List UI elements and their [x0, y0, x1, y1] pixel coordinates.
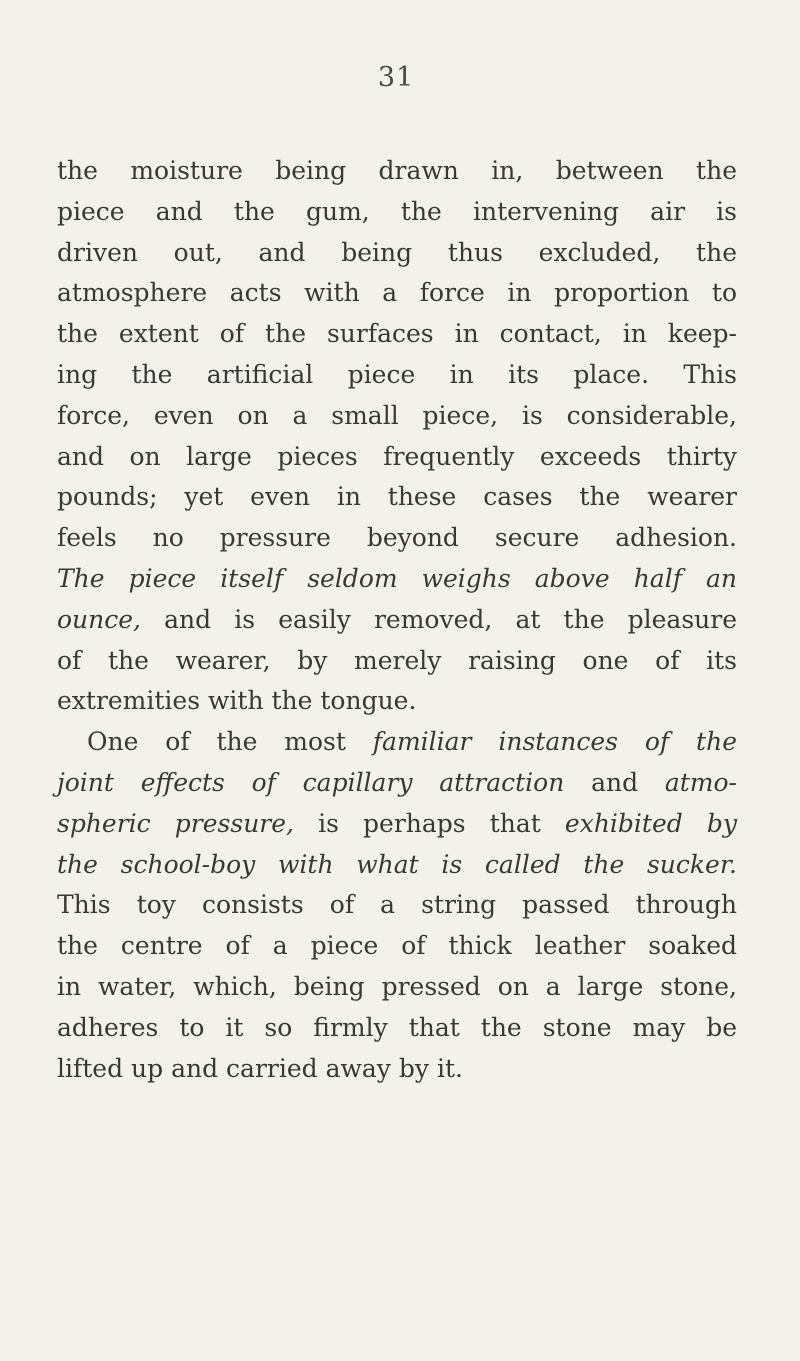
text-segment: ing the artificial piece in its place. This	[57, 359, 737, 389]
text-segment: and	[564, 767, 665, 797]
text-line	[57, 926, 737, 967]
text-segment: piece and the gum, the intervening air is	[57, 196, 737, 226]
text-segment: One of the most	[87, 727, 373, 757]
text-segment: and on large pieces frequently exceeds thirty	[57, 441, 737, 471]
text-line	[57, 559, 737, 600]
text-line	[57, 273, 737, 314]
text-segment: of the wearer, by merely raising one of its	[57, 645, 737, 675]
text-line	[57, 477, 737, 518]
text-segment: This toy consists of a string passed through	[57, 890, 737, 920]
text-line	[57, 885, 737, 926]
text-line	[57, 600, 737, 641]
text-segment: driven out, and being thus excluded, the	[57, 237, 737, 267]
italic-text: The piece itself seldom weighs above half an	[57, 563, 737, 593]
text-line	[57, 722, 737, 763]
text-line	[57, 641, 737, 682]
text-segment: force, even on a small piece, is considerable,	[57, 400, 737, 430]
text-line	[57, 681, 737, 722]
text-line	[57, 763, 737, 804]
italic-text: joint effects of capillary attraction	[57, 767, 565, 797]
italic-text: familiar instances of the	[372, 727, 737, 757]
text-line	[57, 437, 737, 478]
page-number: 31	[377, 62, 415, 93]
text-segment: extremities with the tongue.	[57, 686, 417, 716]
text-segment: the extent of the surfaces in contact, in keep-	[57, 319, 737, 349]
text-line	[57, 355, 737, 396]
text-line	[57, 314, 737, 355]
text-line	[57, 192, 737, 233]
text-segment: in water, which, being pressed on a large stone,	[57, 971, 737, 1001]
text-line	[57, 1049, 737, 1090]
text-line	[57, 804, 737, 845]
text-line	[57, 967, 737, 1008]
italic-text: the school-boy with what is called the sucker.	[57, 849, 737, 879]
text-line	[57, 518, 737, 559]
italic-text: spheric pressure,	[57, 808, 294, 838]
text-segment: is perhaps that	[293, 808, 565, 838]
text-segment: lifted up and carried away by it.	[57, 1053, 463, 1083]
text-segment: adheres to it so firmly that the stone may be	[57, 1012, 737, 1042]
italic-text: atmo-	[664, 767, 737, 797]
text-line	[57, 845, 737, 886]
text-segment: pounds; yet even in these cases the wearer	[57, 482, 737, 512]
text-segment: and is easily removed, at the pleasure	[141, 604, 737, 634]
italic-text: ounce,	[57, 604, 141, 634]
text-line	[57, 1008, 737, 1049]
text-segment: the moisture being drawn in, between the	[57, 156, 737, 185]
text-line	[57, 233, 737, 274]
italic-text: exhibited by	[564, 808, 737, 838]
text-line	[57, 151, 737, 192]
text-line	[57, 396, 737, 437]
body-text	[57, 151, 737, 1089]
text-segment: feels no pressure beyond secure adhesion.	[57, 523, 737, 553]
text-segment: atmosphere acts with a force in proportion to	[57, 278, 737, 308]
text-segment: the centre of a piece of thick leather soaked	[57, 931, 737, 961]
